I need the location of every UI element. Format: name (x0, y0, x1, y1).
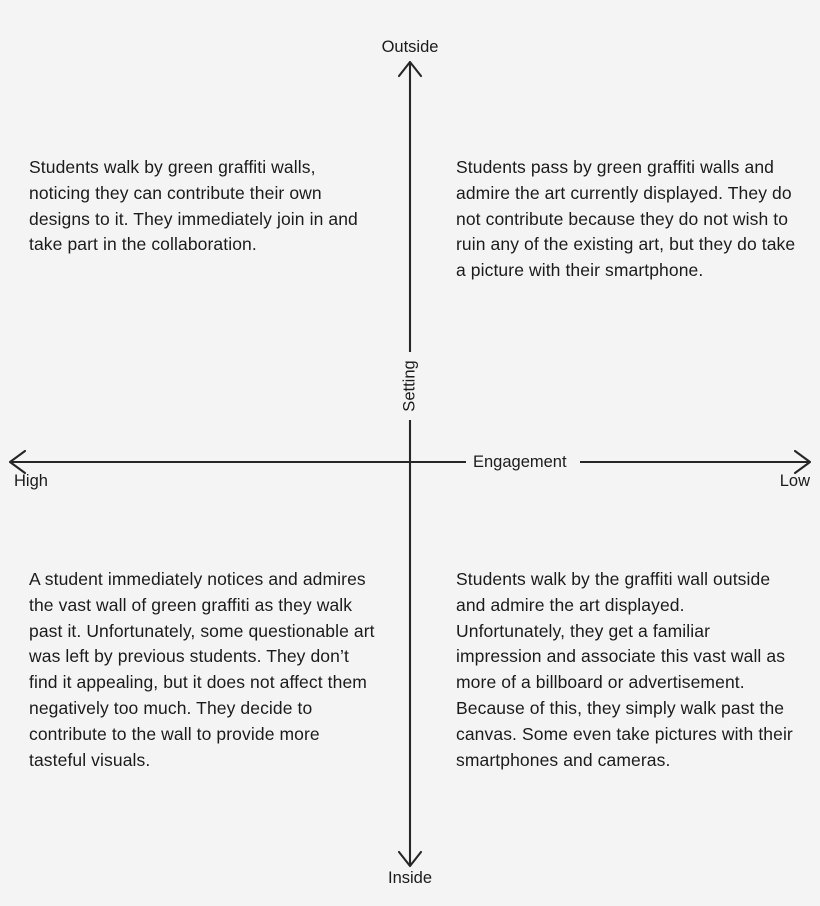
quadrant-text-bottom-left: A student immediately notices and admires the vast wall of green graffiti as they walk past it. Unfortunately, some questionable art was left by previous students. They don’t find it appealing, but it does not affect them negatively too much. They decide to contribute to the wall to provide more tasteful visuals. (29, 569, 375, 770)
x-axis-title: Engagement (466, 453, 574, 472)
x-axis-left-label: High (14, 472, 48, 490)
y-axis-title: Setting (401, 352, 420, 419)
y-axis-top-label: Outside (381, 38, 439, 56)
quadrant-text-bottom-right: Students walk by the graffiti wall outside and admire the art displayed. Unfortunately, they get a familiar impression and associate this vast wall as more of a billboard or advertisement. Because of this, they simply walk past the canvas. Some even take pictures with their smartphones and cameras. (456, 569, 793, 770)
x-axis-right-label: Low (779, 472, 810, 490)
y-axis-bottom-label: Inside (387, 869, 433, 887)
quadrant-text-top-right: Students pass by green graffiti walls and admire the art currently displayed. They do not contribute because they do not wish to ruin any of the existing art, but they do take a picture with their smartphone. (456, 157, 796, 281)
quadrant-text-top-left: Students walk by green graffiti walls, noticing they can contribute their own designs to it. They immediately join in and take part in the collaboration. (29, 157, 358, 255)
